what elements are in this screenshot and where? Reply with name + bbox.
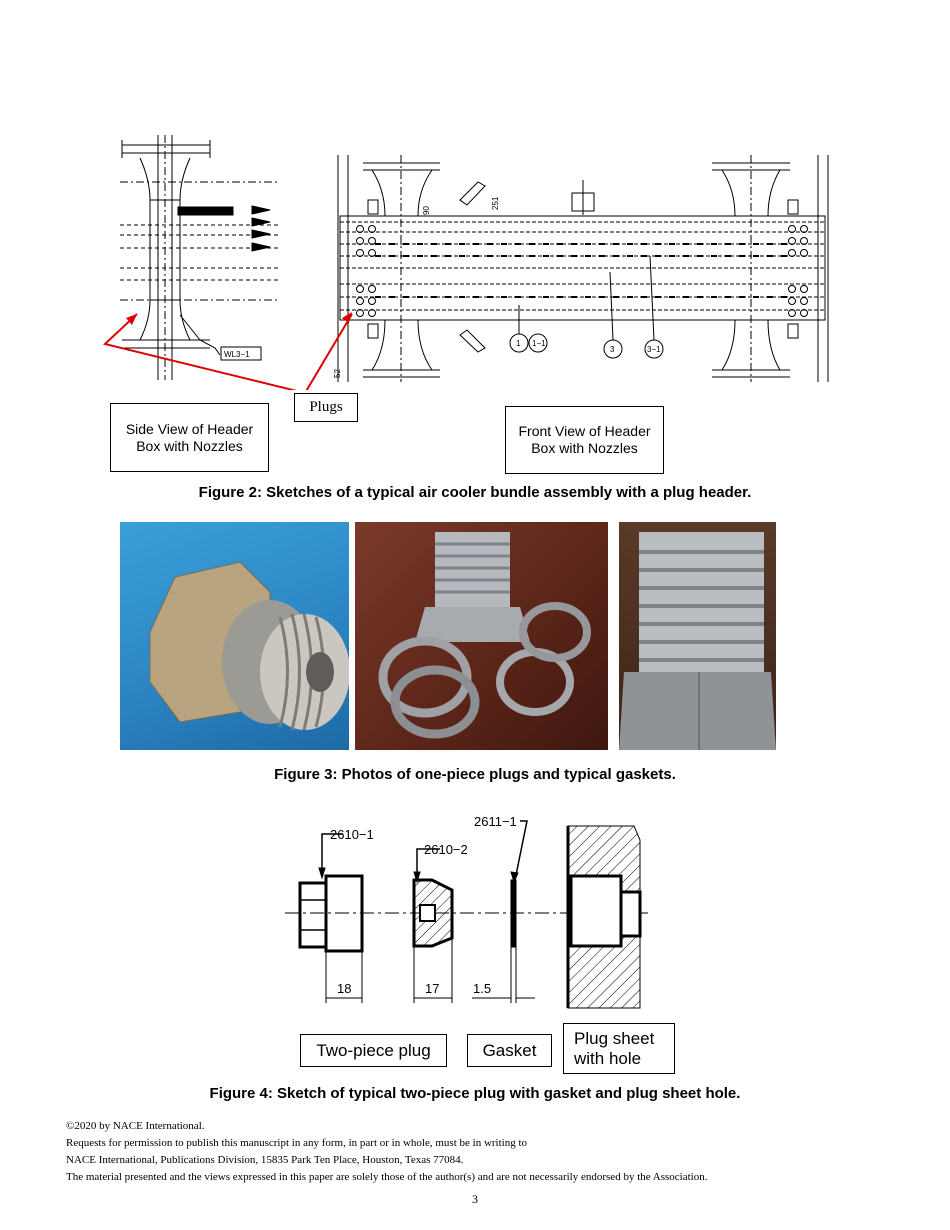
plugs-callout: Plugs [294, 393, 358, 422]
part-2610-1: 2610−1 [330, 827, 374, 842]
dim-1-5: 1.5 [473, 981, 492, 996]
balloon-3: 3 [610, 345, 615, 354]
photo-plug-blue-background [120, 522, 349, 750]
address-line: NACE International, Publications Division, 15835 Park Ten Place, Houston, Texas 77084. [66, 1154, 464, 1166]
front-view-callout: Front View of Header Box with Nozzles [505, 406, 664, 474]
figure2-caption: Figure 2: Sketches of a typical air cooler bundle assembly with a plug header. [198, 484, 752, 501]
photo-plug-with-gaskets [355, 522, 608, 750]
balloon-1: 1 [516, 339, 521, 348]
figure3-caption: Figure 3: Photos of one-piece plugs and typical gaskets. [274, 766, 676, 783]
figure4-caption: Figure 4: Sketch of typical two-piece plug with gasket and plug sheet hole. [209, 1085, 741, 1102]
balloon-3-1: 3−1 [647, 345, 661, 354]
photo-plug-closeup [619, 522, 776, 750]
plug-sheet-label: Plug sheet with hole [563, 1023, 675, 1074]
figure4-drawing [280, 810, 660, 1020]
tag-52: 52 [333, 369, 342, 378]
plug-photo-3-art [619, 522, 776, 750]
disclaimer-line: The material presented and the views expressed in this paper are solely those of the author(s) and are not necessarily endorsed by the Association. [66, 1171, 708, 1183]
figure2-drawing [0, 130, 950, 390]
permission-line: Requests for permission to publish this manuscript in any form, in part or in whole, must be in writing to [66, 1137, 528, 1149]
part-2611-1: 2611−1 [474, 814, 517, 829]
copyright-line: ©2020 by NACE International. [66, 1120, 205, 1132]
dim-18: 18 [337, 981, 352, 996]
dim-17: 17 [425, 981, 440, 996]
plug-photo-2-art [355, 522, 608, 750]
plug-photo-1-art [120, 522, 349, 750]
side-view-sketch [120, 135, 280, 380]
part-2610-2: 2610−2 [424, 842, 468, 857]
tag-90: 90 [422, 206, 431, 215]
side-view-callout: Side View of Header Box with Nozzles [110, 403, 269, 472]
page-number: 3 [472, 1192, 478, 1206]
tag-wl: WL3−1 [224, 350, 250, 359]
balloon-1-1: 1−1 [532, 339, 546, 348]
tag-251: 251 [491, 196, 500, 210]
gasket-label: Gasket [467, 1034, 552, 1067]
two-piece-plug-label: Two-piece plug [300, 1034, 447, 1067]
front-view-sketch [338, 155, 828, 382]
